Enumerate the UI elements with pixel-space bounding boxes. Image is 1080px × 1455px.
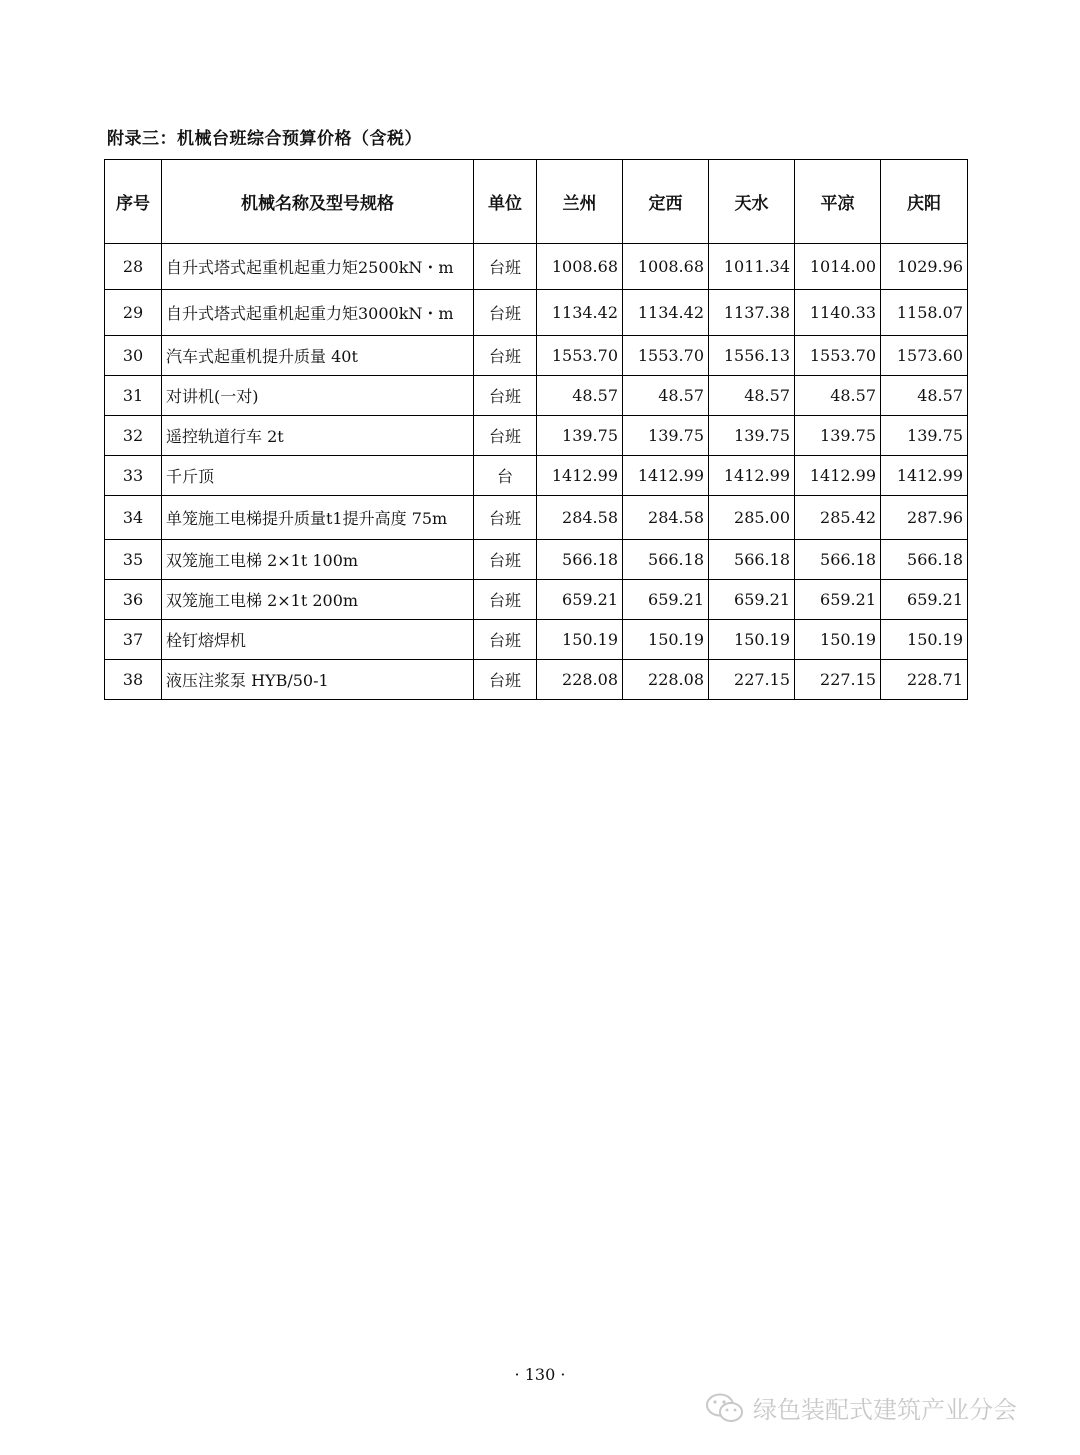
price-cell: 139.75 <box>795 416 881 456</box>
column-header: 序号 <box>105 160 162 244</box>
row-number: 34 <box>105 496 162 540</box>
price-cell: 1029.96 <box>881 244 968 290</box>
price-cell: 1412.99 <box>537 456 623 496</box>
table-row <box>105 416 968 456</box>
price-cell: 150.19 <box>537 620 623 660</box>
row-number: 37 <box>105 620 162 660</box>
price-cell: 150.19 <box>795 620 881 660</box>
price-table <box>104 159 968 700</box>
price-cell: 287.96 <box>881 496 968 540</box>
column-header: 单位 <box>474 160 537 244</box>
machine-name: 自升式塔式起重机起重力矩2500kN・m <box>162 244 474 290</box>
price-cell: 659.21 <box>537 580 623 620</box>
price-cell: 1573.60 <box>881 336 968 376</box>
price-cell: 1011.34 <box>709 244 795 290</box>
table-header-row <box>105 160 968 244</box>
page-number: · 130 · <box>514 1365 566 1384</box>
price-cell: 1014.00 <box>795 244 881 290</box>
price-cell: 1134.42 <box>537 290 623 336</box>
price-cell: 48.57 <box>795 376 881 416</box>
machine-name: 千斤顶 <box>162 456 474 496</box>
watermark-text: 绿色装配式建筑产业分会 <box>753 1396 1017 1424</box>
unit-cell: 台 <box>474 456 537 496</box>
price-cell: 566.18 <box>795 540 881 580</box>
price-cell: 1412.99 <box>795 456 881 496</box>
price-cell: 1412.99 <box>881 456 968 496</box>
price-cell: 48.57 <box>881 376 968 416</box>
row-number: 35 <box>105 540 162 580</box>
table-row <box>105 336 968 376</box>
column-header: 庆阳 <box>881 160 968 244</box>
machine-name: 汽车式起重机提升质量 40t <box>162 336 474 376</box>
price-cell: 150.19 <box>881 620 968 660</box>
price-cell: 227.15 <box>795 660 881 700</box>
price-cell: 659.21 <box>709 580 795 620</box>
unit-cell: 台班 <box>474 540 537 580</box>
machine-name: 遥控轨道行车 2t <box>162 416 474 456</box>
price-cell: 659.21 <box>623 580 709 620</box>
table-row <box>105 290 968 336</box>
price-cell: 48.57 <box>623 376 709 416</box>
machine-name: 单笼施工电梯提升质量t1提升高度 75m <box>162 496 474 540</box>
price-cell: 228.08 <box>537 660 623 700</box>
column-header: 天水 <box>709 160 795 244</box>
price-cell: 1553.70 <box>623 336 709 376</box>
price-cell: 566.18 <box>881 540 968 580</box>
price-cell: 1553.70 <box>795 336 881 376</box>
row-number: 29 <box>105 290 162 336</box>
price-cell: 566.18 <box>623 540 709 580</box>
row-number: 31 <box>105 376 162 416</box>
price-cell: 150.19 <box>623 620 709 660</box>
machine-name: 对讲机(一对) <box>162 376 474 416</box>
row-number: 33 <box>105 456 162 496</box>
page-heading: 附录三：机械台班综合预算价格（含税） <box>107 129 422 149</box>
price-cell: 1553.70 <box>537 336 623 376</box>
price-cell: 1412.99 <box>623 456 709 496</box>
table-row <box>105 620 968 660</box>
unit-cell: 台班 <box>474 416 537 456</box>
row-number: 30 <box>105 336 162 376</box>
price-cell: 566.18 <box>709 540 795 580</box>
machine-name: 液压注浆泵 HYB/50-1 <box>162 660 474 700</box>
table-row <box>105 456 968 496</box>
unit-cell: 台班 <box>474 290 537 336</box>
price-cell: 566.18 <box>537 540 623 580</box>
unit-cell: 台班 <box>474 580 537 620</box>
machine-name: 自升式塔式起重机起重力矩3000kN・m <box>162 290 474 336</box>
price-cell: 139.75 <box>537 416 623 456</box>
price-cell: 1137.38 <box>709 290 795 336</box>
wechat-icon <box>705 1392 745 1424</box>
price-cell: 1158.07 <box>881 290 968 336</box>
row-number: 36 <box>105 580 162 620</box>
price-cell: 1412.99 <box>709 456 795 496</box>
row-number: 38 <box>105 660 162 700</box>
unit-cell: 台班 <box>474 336 537 376</box>
column-header: 定西 <box>623 160 709 244</box>
machine-name: 双笼施工电梯 2×1t 100m <box>162 540 474 580</box>
row-number: 28 <box>105 244 162 290</box>
price-cell: 1134.42 <box>623 290 709 336</box>
table-row <box>105 496 968 540</box>
price-cell: 659.21 <box>881 580 968 620</box>
price-cell: 284.58 <box>537 496 623 540</box>
price-cell: 228.08 <box>623 660 709 700</box>
column-header: 机械名称及型号规格 <box>162 160 474 244</box>
unit-cell: 台班 <box>474 376 537 416</box>
unit-cell: 台班 <box>474 244 537 290</box>
row-number: 32 <box>105 416 162 456</box>
price-cell: 1556.13 <box>709 336 795 376</box>
price-cell: 139.75 <box>623 416 709 456</box>
unit-cell: 台班 <box>474 660 537 700</box>
machine-name: 栓钉熔焊机 <box>162 620 474 660</box>
column-header: 兰州 <box>537 160 623 244</box>
price-cell: 1008.68 <box>537 244 623 290</box>
price-cell: 227.15 <box>709 660 795 700</box>
price-cell: 48.57 <box>537 376 623 416</box>
table-row <box>105 660 968 700</box>
machine-name: 双笼施工电梯 2×1t 200m <box>162 580 474 620</box>
unit-cell: 台班 <box>474 620 537 660</box>
price-cell: 139.75 <box>709 416 795 456</box>
price-cell: 1008.68 <box>623 244 709 290</box>
price-cell: 285.42 <box>795 496 881 540</box>
table-row <box>105 580 968 620</box>
price-cell: 228.71 <box>881 660 968 700</box>
price-cell: 150.19 <box>709 620 795 660</box>
table-row <box>105 376 968 416</box>
price-cell: 659.21 <box>795 580 881 620</box>
table-row <box>105 244 968 290</box>
watermark <box>705 1390 1017 1425</box>
price-cell: 285.00 <box>709 496 795 540</box>
price-cell: 48.57 <box>709 376 795 416</box>
unit-cell: 台班 <box>474 496 537 540</box>
price-cell: 284.58 <box>623 496 709 540</box>
price-cell: 139.75 <box>881 416 968 456</box>
column-header: 平凉 <box>795 160 881 244</box>
price-cell: 1140.33 <box>795 290 881 336</box>
table-row <box>105 540 968 580</box>
